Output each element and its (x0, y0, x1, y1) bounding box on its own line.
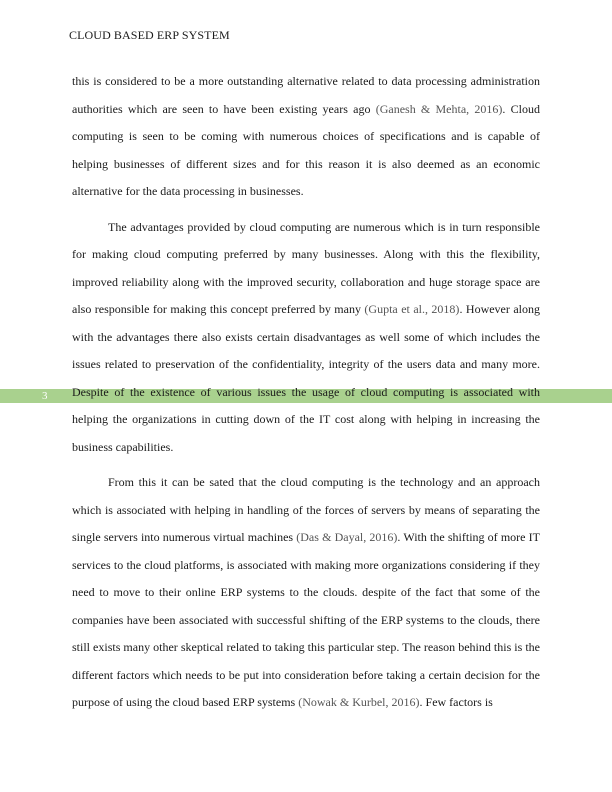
page-number: 3 (42, 390, 48, 402)
running-header: CLOUD BASED ERP SYSTEM (69, 28, 230, 42)
paragraph-3-text-1: From this it can be sated that the cloud computing is the technology and an approach which is associated with helping in handling of the forces of servers by means of separating the single servers into numerous virtual machines (72, 475, 540, 544)
paragraph-1 (72, 68, 540, 206)
paragraph-1-text-2: . Cloud computing is seen to be coming with numerous choices of specifications and is capable of helping businesses of different sizes and for this reason it is also deemed as an economic alternative for the data processing in businesses. (72, 101, 541, 198)
paragraph-3-text-3: . Few factors is (419, 695, 493, 709)
document-body (72, 68, 540, 725)
citation-gupta: (Gupta et al., 2018) (364, 302, 460, 316)
citation-nowak-kurbel: (Nowak & Kurbel, 2016) (298, 695, 420, 709)
paragraph-2 (72, 214, 540, 462)
citation-ganesh-mehta: (Ganesh & Mehta, 2016) (375, 101, 503, 116)
paragraph-2-text-2: . However along with the advantages there also exists certain disadvantages as well some of which includes the issues related to preservation of the confidentiality, integrity of the users data and many more. Despite of the existence of various issues the usage of cloud computing is associated with helping the organizations in cutting down of the IT cost along with helping in increasing the business capabilities. (72, 302, 541, 454)
paragraph-1-text-1: this is considered to be a more outstanding alternative related to data processing administration authorities which are seen to have been existing years ago (72, 74, 540, 116)
paragraph-2-text-1: The advantages provided by cloud computing are numerous which is in turn responsible for making cloud computing preferred by many businesses. Along with this the flexibility, improved reliability along with the improved security, collaboration and huge storage space are also responsible for making this concept preferred by many (72, 219, 540, 316)
paragraph-3 (72, 469, 540, 717)
citation-das-dayal: (Das & Dayal, 2016) (296, 530, 398, 544)
paragraph-3-text-2: . With the shifting of more IT services to the cloud platforms, is associated with making more organizations considering if they need to move to their online ERP systems to the clouds. despite of the fact that some of the companies have been associated with successful shifting of the ERP systems to the clouds, there still exists many other skeptical related to taking this particular step. The reason behind this is the different factors which needs to be put into consideration before taking a certain decision for the purpose of using the cloud based ERP systems (72, 530, 540, 709)
